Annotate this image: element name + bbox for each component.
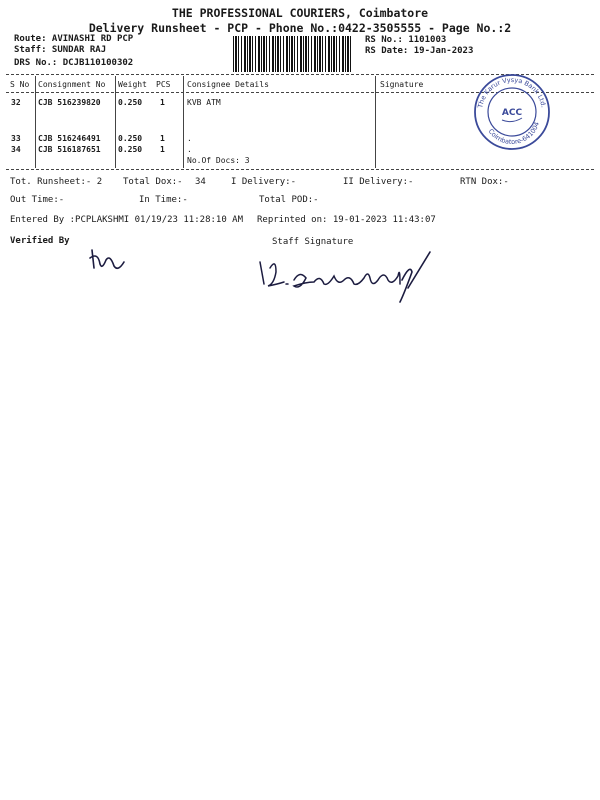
reprinted-on: Reprinted on: 19-01-2023 11:43:07: [257, 215, 436, 225]
rs-number: RS No.: 1101003: [365, 35, 447, 45]
rtn-dox: RTN Dox:-: [460, 177, 509, 187]
svg-text:Coimbatore-641004: Coimbatore-641004: [486, 120, 542, 147]
table-row-consignment: CJB 516246491: [38, 134, 101, 143]
table-row-consignee: KVB ATM: [187, 98, 221, 107]
svg-text:The Karur Vysya Bank Ltd.: The Karur Vysya Bank Ltd.: [476, 75, 548, 109]
in-time: In Time:-: [139, 195, 188, 205]
col-divider: [35, 76, 36, 168]
col-divider: [375, 76, 376, 168]
col-divider: [115, 76, 116, 168]
col-header-weight: Weight: [118, 80, 147, 89]
bank-stamp: [472, 72, 552, 152]
i-delivery: I Delivery:-: [231, 177, 297, 187]
company-title: THE PROFESSIONAL COURIERS, Coimbatore: [171, 6, 429, 20]
col-header-consignment: Consignment No: [38, 80, 106, 89]
route-label: Route: AVINASHI RD PCP: [14, 34, 134, 44]
table-row-pcs: 1: [160, 98, 165, 107]
col-header-sno: S No: [10, 80, 30, 89]
total-dox-value: 34: [195, 177, 206, 187]
ii-delivery: II Delivery:-: [343, 177, 414, 187]
runsheet-subtitle: Delivery Runsheet - PCP - Phone No.:0422-3505555 - Page No.:2: [88, 21, 512, 35]
table-row-weight: 0.250: [118, 145, 143, 154]
col-header-signature: Signature: [380, 80, 424, 89]
table-row-consignee: .: [187, 134, 192, 143]
table-row-consignee: .: [187, 145, 192, 154]
table-row-pcs: 1: [160, 145, 165, 154]
table-row-weight: 0.250: [118, 98, 143, 107]
table-row-weight: 0.250: [118, 134, 143, 143]
barcode-image: [233, 36, 353, 72]
col-header-pcs: PCS: [156, 80, 171, 89]
table-row-sno: 32: [11, 98, 21, 107]
staff-signature-label: Staff Signature: [272, 237, 354, 247]
staff-label: Staff: SUNDAR RAJ: [14, 45, 107, 55]
table-row-sno: 33: [11, 134, 21, 143]
col-header-consignee: Consignee Details: [187, 80, 269, 89]
entered-by: Entered By :PCPLAKSHMI 01/19/23 11:28:10 AM: [10, 215, 243, 225]
col-divider: [183, 76, 184, 168]
svg-text:ACC: ACC: [501, 108, 523, 118]
total-pod: Total POD:-: [259, 195, 319, 205]
table-row-consignment: CJB 516187651: [38, 145, 101, 154]
tot-runsheet: Tot. Runsheet:- 2: [10, 177, 103, 187]
total-dox-label: Total Dox:-: [123, 177, 183, 187]
staff-signature: [254, 244, 436, 310]
rs-date: RS Date: 19-Jan-2023: [365, 46, 474, 56]
table-bottom-rule: [6, 169, 594, 170]
drs-number: DRS No.: DCJB110100302: [14, 58, 134, 68]
no-of-docs: No.Of Docs: 3: [187, 156, 250, 165]
verified-by-label: Verified By: [10, 236, 70, 246]
table-row-sno: 34: [11, 145, 21, 154]
out-time: Out Time:-: [10, 195, 65, 205]
table-row-consignment: CJB 516239820: [38, 98, 101, 107]
verifier-signature: [84, 246, 134, 276]
table-row-pcs: 1: [160, 134, 165, 143]
